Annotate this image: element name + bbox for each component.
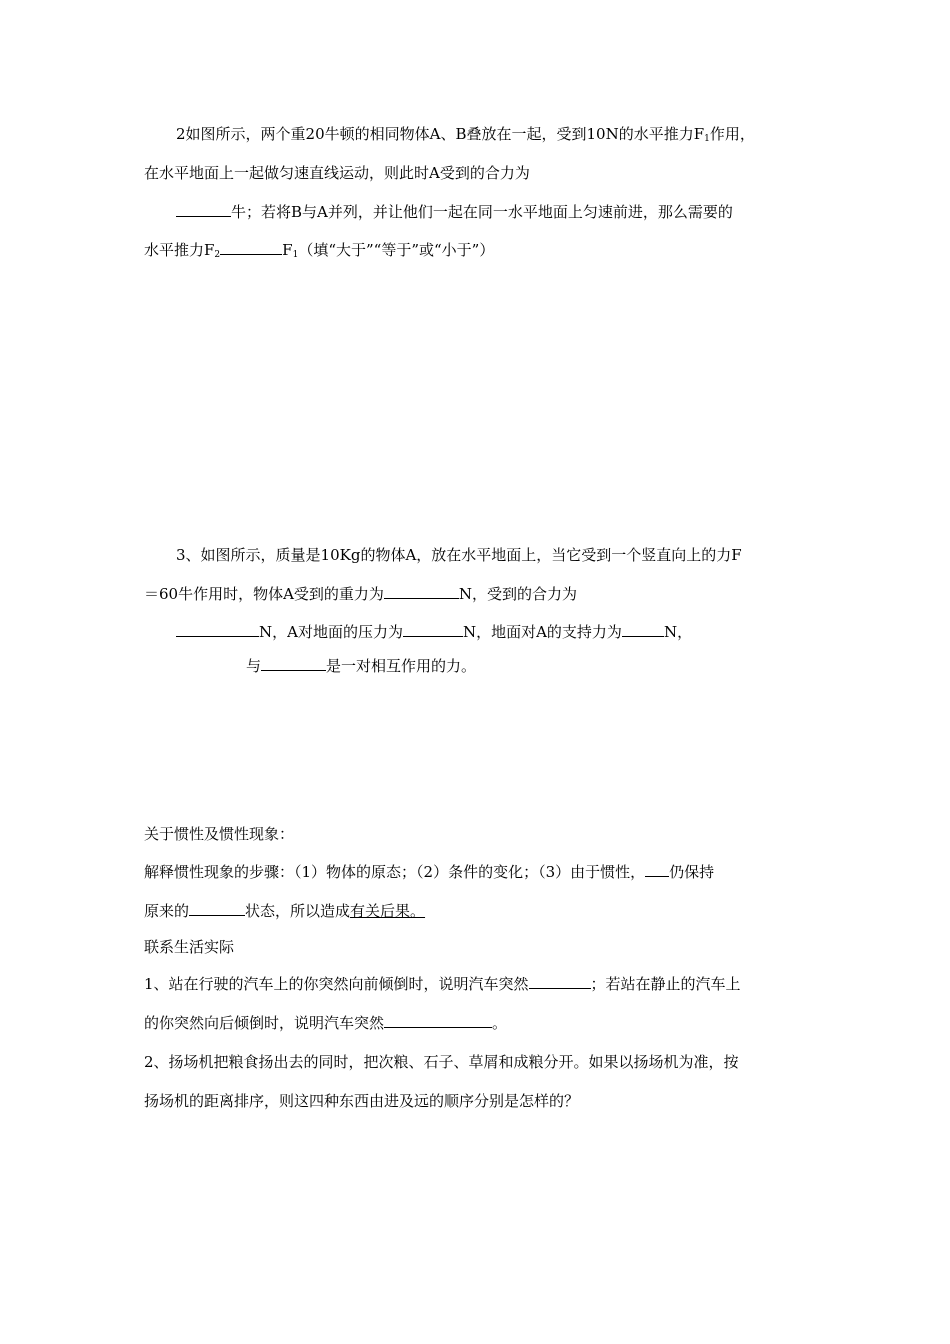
q2-text: 在水平地面上一起做匀速直线运动，则此时A受到的合力为 (144, 164, 530, 182)
q3-text: N，A对地面的压力为 (259, 623, 403, 641)
subscript: 1 (292, 250, 299, 260)
answer-blank[interactable] (220, 240, 282, 255)
answer-blank[interactable] (645, 862, 669, 877)
steps-text: 仍保持 (669, 863, 715, 881)
item-text: 扬场机的距离排序，则这四种东西由进及远的顺序分别是怎样的？ (144, 1092, 580, 1110)
q2-text: 水平推力F (144, 241, 215, 259)
item-text: 2、扬场机把粮食扬出去的同时，把次粮、石子、草屑和成粮分开。如果以扬场机为准，按 (144, 1053, 739, 1071)
q3-text: ＝60牛作用时，物体A受到的重力为 (144, 585, 384, 603)
steps-text: 状态，所以造成 (245, 902, 351, 920)
q2-line-4 (144, 240, 494, 260)
steps-text: 原来的 (144, 902, 190, 920)
heading-text: 关于惯性及惯性现象： (144, 825, 295, 843)
inertia-steps-line-1 (144, 862, 714, 882)
item-text: ；若站在静止的汽车上 (590, 975, 741, 993)
q2-line-3 (176, 202, 733, 222)
q2-line-1 (176, 124, 755, 144)
q2-text: （填“大于”“等于”或“小于”） (298, 241, 495, 259)
answer-blank[interactable] (189, 901, 245, 916)
item-text: 。 (492, 1014, 508, 1032)
q3-text: 3、如图所示，质量是10Kg的物体A，放在水平地面上，当它受到一个竖直向上的力F (176, 546, 742, 564)
steps-text: 解释惯性现象的步骤：（1）物体的原态；（2）条件的变化；（3）由于惯性， (144, 863, 646, 881)
subscript: 2 (214, 250, 221, 260)
item-2-line-1 (144, 1052, 739, 1072)
life-heading (144, 937, 234, 957)
q2-text: 作用， (709, 125, 755, 143)
inertia-steps-line-2 (144, 901, 425, 921)
item-text: 的你突然向后倾倒时，说明汽车突然 (144, 1014, 385, 1032)
q3-line-3 (176, 622, 692, 642)
q3-text: N， (663, 623, 693, 641)
answer-blank[interactable] (176, 202, 231, 217)
answer-blank[interactable] (384, 584, 459, 599)
q2-text: 牛；若将B与A并列，并让他们一起在同一水平地面上匀速前进，那么需要的 (231, 203, 733, 221)
q3-text: 是一对相互作用的力。 (326, 657, 477, 675)
heading-text: 联系生活实际 (144, 938, 235, 956)
q3-text: 与 (246, 657, 262, 675)
answer-blank[interactable] (529, 974, 591, 989)
answer-blank[interactable] (176, 622, 259, 637)
answer-blank[interactable] (384, 1013, 492, 1028)
item-2-line-2 (144, 1091, 579, 1111)
q3-text: N，受到的合力为 (458, 585, 578, 603)
item-text: 1、站在行驶的汽车上的你突然向前倾倒时，说明汽车突然 (144, 975, 529, 993)
q3-line-4 (246, 656, 476, 676)
q3-text: N，地面对A的支持力为 (462, 623, 622, 641)
q2-text: 2如图所示，两个重20牛顿的相同物体A、B叠放在一起，受到10N的水平推力F (176, 125, 705, 143)
underlined-text: 有关后果。 (350, 902, 426, 920)
q3-line-2 (144, 584, 577, 604)
answer-blank[interactable] (622, 622, 664, 637)
item-1-line-2 (144, 1013, 507, 1033)
inertia-heading (144, 824, 294, 844)
q2-text: F (282, 241, 293, 259)
q3-line-1 (176, 545, 742, 565)
answer-blank[interactable] (261, 656, 326, 671)
item-1-line-1 (144, 974, 741, 994)
answer-blank[interactable] (403, 622, 463, 637)
q2-line-2 (144, 163, 530, 183)
subscript: 1 (704, 134, 710, 144)
